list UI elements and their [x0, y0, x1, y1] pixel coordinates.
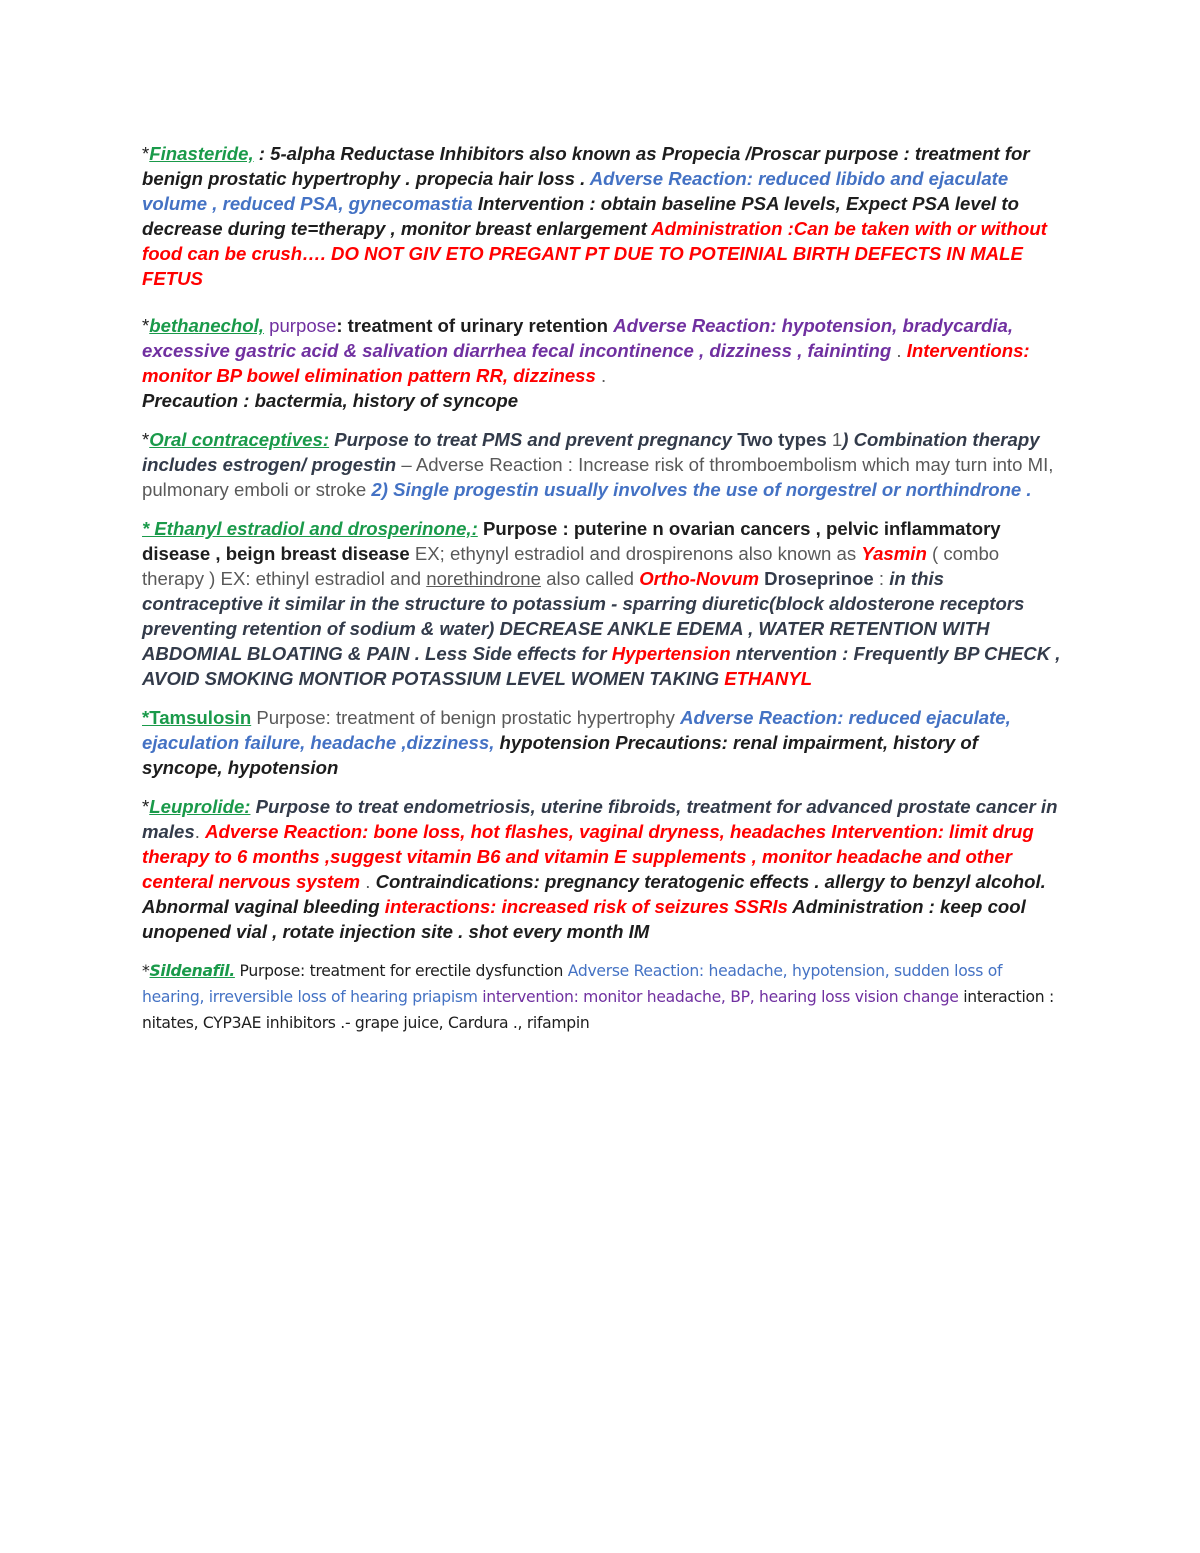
sildenafil-interaction: interaction : nitates, CYP3AE inhibitors .- grape juice, Cardura ., rifampin — [142, 988, 1054, 1032]
drug-name-sildenafil: Sildenafil. — [149, 962, 235, 980]
bethanechol-paragraph — [142, 313, 1062, 413]
leuprolide-adverse-reaction: Adverse Reaction: bone loss, hot flashes, vaginal dryness, headaches Intervention: limit drug therapy to 6 months ,suggest vitamin B6 and vitamin E supplements , monitor headache and other centeral nervous system — [142, 821, 1034, 892]
oral-contraceptives-purpose: Purpose to treat PMS and prevent pregnancy — [329, 429, 738, 450]
drug-name-bethanechol: bethanechol, — [149, 315, 264, 336]
bullet-star: * — [142, 143, 150, 164]
combination-therapy: ) Combination therapy includes estrogen/ progestin — [142, 429, 1040, 475]
finasteride-administration: Administration :Can be taken with or without food can be crush…. DO NOT GIV ETO PREGANT PT DUE TO POTEINIAL BIRTH DEFECTS IN MALE FETUS — [142, 218, 1047, 289]
ethanyl-estradiol-paragraph — [142, 516, 1062, 691]
bullet-star: * — [142, 315, 150, 336]
leuprolide-contraindications: Contraindications: pregnancy teratogenic effects . allergy to benzyl alcohol. Abnormal vaginal bleeding — [142, 871, 1046, 917]
bethanechol-interventions: Interventions: monitor BP bowel elimination pattern RR, dizziness — [142, 340, 1030, 386]
tamsulosin-adverse-reaction: Adverse Reaction: reduced ejaculate, ejaculation failure, headache ,dizziness, — [142, 707, 1011, 753]
leuprolide-administration: Administration : keep cool unopened vial , rotate injection site . shot every month IM — [142, 896, 1026, 942]
sildenafil-purpose: Purpose: treatment for erectile dysfunction — [234, 962, 568, 980]
tamsulosin-precautions: hypotension Precautions: renal impairment, history of syncope, hypotension — [142, 732, 978, 778]
bullet-star: * — [142, 429, 150, 450]
drug-name-oral-contraceptives: Oral contraceptives: — [149, 429, 330, 450]
tamsulosin-purpose: Purpose: treatment of benign prostatic hypertrophy — [251, 707, 681, 728]
bethanechol-precaution: Precaution : bactermia, history of syncope — [142, 390, 519, 411]
brand-ortho-novum: Ortho-Novum — [639, 568, 760, 589]
sildenafil-paragraph — [142, 958, 1062, 1036]
norethindrone-text: norethindrone — [426, 568, 541, 589]
separator: . — [595, 365, 607, 386]
tamsulosin-paragraph — [142, 705, 1062, 780]
finasteride-intervention: Intervention : obtain baseline PSA levels, Expect PSA level to decrease during te=therapy , monitor breast enlargement — [142, 193, 1019, 239]
combination-adverse-reaction: – Adverse Reaction : Increase risk of thromboembolism which may turn into MI, pulmonary emboli or stroke — [142, 454, 1054, 500]
brand-yasmin: Yasmin — [861, 543, 927, 564]
document-page — [142, 141, 1062, 1050]
bethanechol-adverse-reaction: Adverse Reaction: hypotension, bradycardia, excessive gastric acid & salivation diarrhea fecal incontinence , dizziness , faininting — [142, 315, 1014, 361]
finasteride-adverse-reaction: Adverse Reaction: reduced libido and ejaculate volume , reduced PSA, gynecomastia — [142, 168, 1009, 214]
two-types-label: Two types — [737, 429, 832, 450]
oral-contraceptives-paragraph — [142, 427, 1062, 502]
ethanyl-text: ETHANYL — [724, 668, 813, 689]
droseprinoe-description: in this contraceptive it similar in the structure to potassium - sparring diuretic(block aldosterone receptors preventing retention of sodium & water) DECREASE ANKLE EDEMA , WATER RETENTION WITH ABDOMIAL BLOATING & PAIN . Less Side effects for — [142, 568, 1025, 664]
drug-name-tamsulosin: *Tamsulosin — [142, 707, 252, 728]
colon-separator: : — [873, 568, 890, 589]
leuprolide-interactions: interactions: increased risk of seizures SSRIs — [384, 896, 788, 917]
sildenafil-intervention: intervention: monitor headache, BP, hearing loss vision change — [482, 988, 964, 1006]
ethanyl-intervention: ntervention : Frequently BP CHECK , AVOID SMOKING MONTIOR POTASSIUM LEVEL WOMEN TAKING — [142, 643, 1061, 689]
also-called-text: also called — [540, 568, 640, 589]
bullet-star: * — [142, 962, 150, 980]
bullet-star: * — [142, 796, 150, 817]
finasteride-paragraph — [142, 141, 1062, 291]
drug-name-ethanyl-estradiol: * Ethanyl estradiol and drosperinone,: — [142, 518, 478, 539]
type-number-1: 1 — [831, 429, 843, 450]
leuprolide-purpose: Purpose to treat endometriosis, uterine fibroids, treatment for advanced prostate cancer in males — [142, 796, 1058, 842]
ethanyl-purpose: Purpose : puterine n ovarian cancers , pelvic inflammatory disease , beign breast disease — [142, 518, 1001, 564]
droseprinoe-label: Droseprinoe — [759, 568, 874, 589]
bethanechol-purpose: : treatment of urinary retention — [336, 315, 614, 336]
separator: . — [194, 821, 206, 842]
separator: . — [891, 340, 907, 361]
sildenafil-adverse-reaction: Adverse Reaction: headache, hypotension, sudden loss of hearing, irreversible loss of hearing priapism — [142, 962, 1003, 1006]
bethanechol-purpose-label: purpose — [263, 315, 337, 336]
hypertension-text: Hypertension — [611, 643, 731, 664]
separator: . — [365, 871, 376, 892]
ethanyl-example-2: ( combo therapy ) EX: ethinyl estradiol and — [142, 543, 1000, 589]
drug-name-leuprolide: Leuprolide: — [149, 796, 251, 817]
single-progestin: 2) Single progestin usually involves the use of norgestrel or northindrone . — [371, 479, 1032, 500]
drug-name-finasteride: Finasteride, — [149, 143, 254, 164]
finasteride-purpose: : 5-alpha Reductase Inhibitors also known as Propecia /Proscar purpose : treatment for benign prostatic hypertrophy . propecia hair loss . — [142, 143, 1030, 189]
ethanyl-example-1: EX; ethynyl estradiol and drospirenons also known as — [409, 543, 862, 564]
leuprolide-paragraph — [142, 794, 1062, 944]
